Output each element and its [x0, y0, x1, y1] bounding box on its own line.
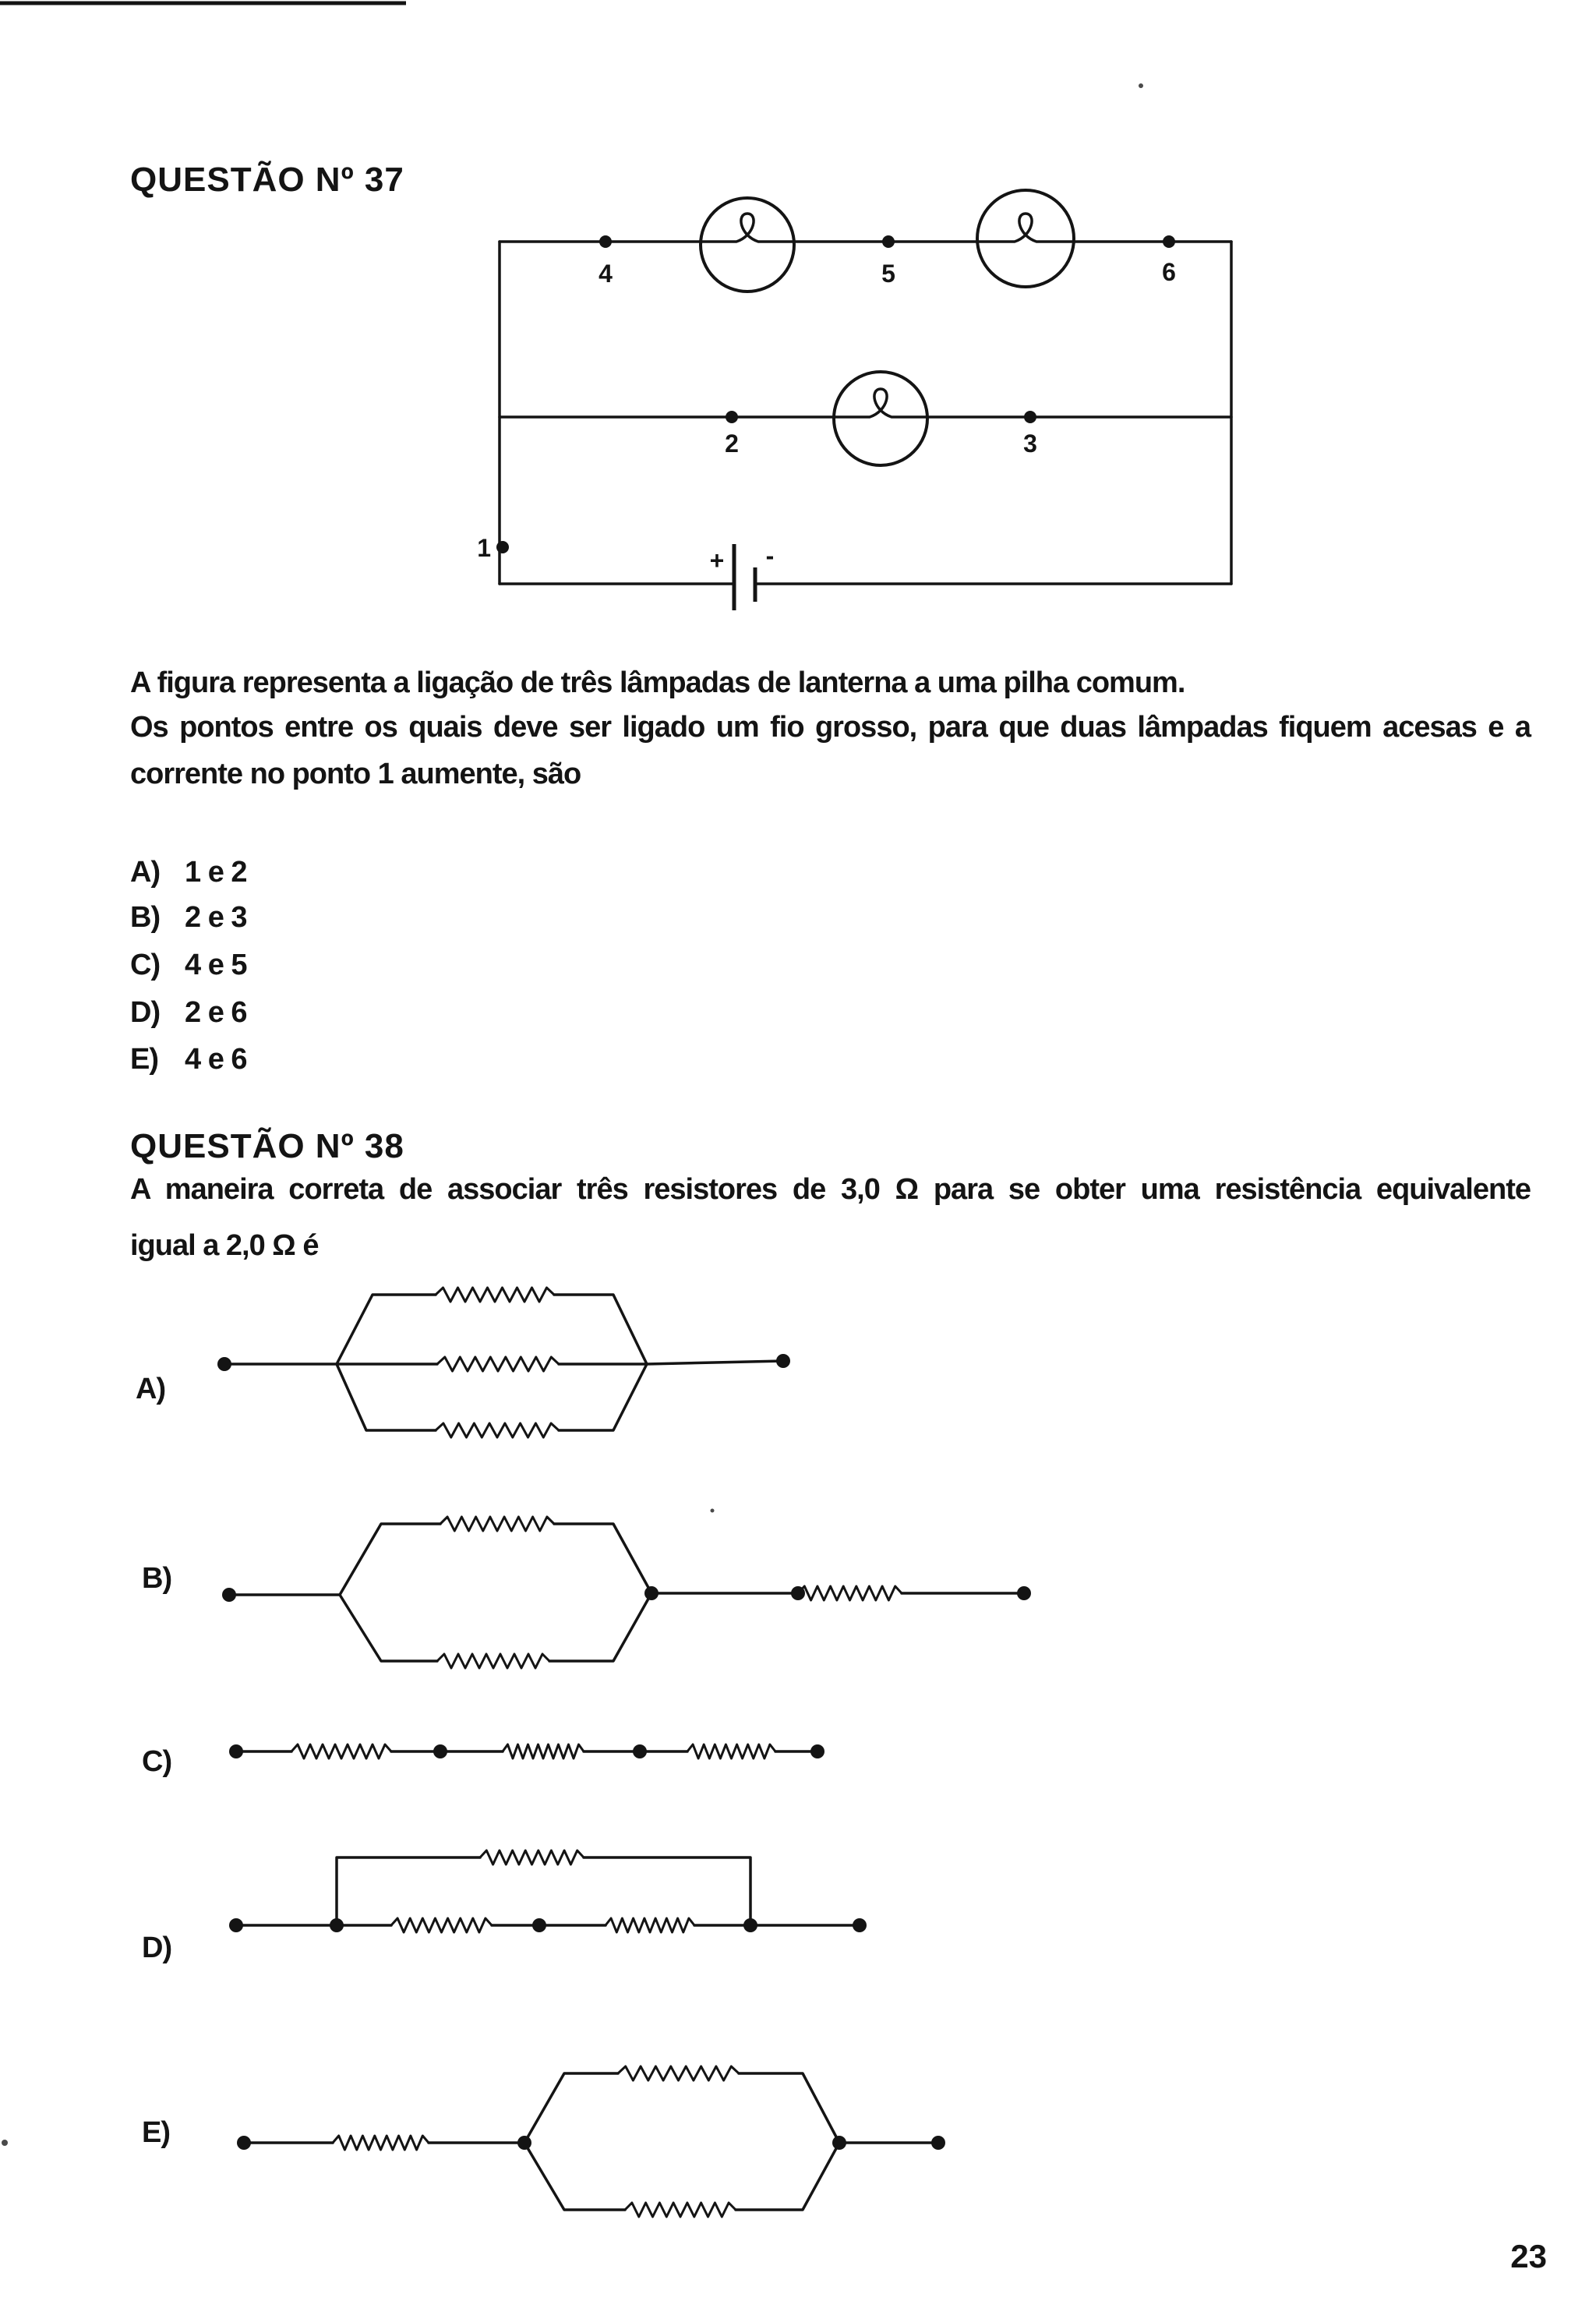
- wire: [647, 1361, 783, 1364]
- resistor-symbol: [333, 2136, 429, 2150]
- resistor-symbol: [618, 2066, 739, 2080]
- wire: [549, 1593, 651, 1661]
- answer-option-a: [130, 849, 247, 896]
- wire: [559, 1364, 647, 1430]
- junction-node: [743, 1918, 757, 1932]
- option-text: 4 e 6: [185, 1043, 247, 1076]
- question-38-text-line: igual a 2,0 Ω é: [130, 1229, 319, 1262]
- junction-node: [644, 1586, 659, 1600]
- junction-node: [433, 1744, 447, 1758]
- wire: [340, 1595, 437, 1661]
- junction-node: [229, 1918, 243, 1932]
- junction-node: [1017, 1586, 1031, 1600]
- answer-option-e: [130, 1036, 247, 1083]
- resistor-symbol: [437, 1654, 549, 1668]
- option-text: 2 e 6: [185, 996, 247, 1029]
- scan-specks: [2, 83, 1143, 2146]
- answer-option-d: [130, 989, 247, 1036]
- wire: [554, 1295, 647, 1364]
- question-37-text-line: Os pontos entre os quais deve ser ligado um fio grosso, para que duas lâmpadas fiquem acesas e a: [130, 711, 1531, 744]
- wire: [337, 1364, 436, 1430]
- resistor-diagram-d: [229, 1850, 867, 1932]
- point-label-6: 6: [1162, 258, 1176, 286]
- lamp-bulb: [977, 190, 1074, 287]
- resistor-diagram-a: [217, 1288, 790, 1437]
- wire: [337, 1857, 480, 1925]
- resistor-diagram-c: [229, 1744, 824, 1758]
- resistor-symbol: [606, 1918, 694, 1932]
- circuit-diagram-q37: [496, 190, 1231, 610]
- point-label-1: 1: [477, 534, 491, 562]
- junction-node: [882, 235, 895, 248]
- junction-node: [222, 1588, 236, 1602]
- resistor-diagram-b: [222, 1517, 1031, 1668]
- junction-node: [229, 1744, 243, 1758]
- wire: [524, 2143, 625, 2210]
- scan-speck: [2, 2140, 8, 2146]
- resistor-symbol: [436, 1288, 554, 1302]
- battery-minus-sign: -: [765, 542, 775, 570]
- point-label-2: 2: [725, 429, 739, 458]
- option-text: 4 e 5: [185, 949, 247, 981]
- option-e-label: E): [142, 2116, 170, 2149]
- page-number: 23: [1510, 2238, 1547, 2274]
- junction-node: [1024, 411, 1036, 423]
- option-c-label: C): [142, 1745, 172, 1778]
- wire: [554, 1524, 651, 1593]
- resistor-symbol: [391, 1918, 492, 1932]
- junction-node: [532, 1918, 546, 1932]
- question-38-text-line: A maneira correta de associar três resistores de 3,0 Ω para se obter uma resistência equivalente: [130, 1173, 1531, 1206]
- wire: [337, 1295, 436, 1364]
- option-label: C): [130, 949, 161, 981]
- wire: [584, 1857, 750, 1925]
- junction-node: [217, 1357, 231, 1371]
- resistor-symbol: [687, 1744, 775, 1758]
- resistor-symbol: [480, 1850, 584, 1864]
- junction-node: [776, 1354, 790, 1368]
- resistor-symbol: [798, 1586, 902, 1600]
- option-a-label: A): [136, 1373, 166, 1405]
- junction-node: [810, 1744, 824, 1758]
- resistor-symbol: [436, 1423, 559, 1437]
- junction-node: [633, 1744, 647, 1758]
- lamp-bulb: [701, 198, 794, 292]
- scan-speck: [1139, 83, 1143, 88]
- resistor-symbol: [440, 1517, 554, 1531]
- battery-plus-sign: +: [709, 546, 725, 574]
- option-label: A): [130, 856, 161, 889]
- option-d-label: D): [142, 1932, 172, 1964]
- question-38-heading: QUESTÃO Nº 38: [130, 1127, 404, 1165]
- junction-node: [330, 1918, 344, 1932]
- junction-node: [237, 2136, 251, 2150]
- junction-node: [726, 411, 738, 423]
- point-label-5: 5: [881, 260, 895, 288]
- lamp-bulb: [834, 372, 927, 465]
- junction-node: [1163, 235, 1175, 248]
- point-label-4: 4: [598, 260, 613, 288]
- junction-node: [599, 235, 612, 248]
- junction-node: [496, 541, 509, 553]
- point-label-3: 3: [1023, 429, 1037, 458]
- junction-node: [832, 2136, 846, 2150]
- option-label: D): [130, 996, 161, 1029]
- wire: [739, 2073, 839, 2143]
- junction-node: [517, 2136, 531, 2150]
- junction-node: [931, 2136, 945, 2150]
- junction-node: [791, 1586, 805, 1600]
- resistor-symbol: [437, 1357, 559, 1371]
- option-b-label: B): [142, 1562, 172, 1595]
- resistor-symbol: [625, 2203, 736, 2217]
- option-label: B): [130, 901, 161, 934]
- question-37-text-line: A figura representa a ligação de três lâmpadas de lanterna a uma pilha comum.: [130, 666, 1185, 699]
- option-label: E): [130, 1043, 158, 1076]
- resistor-symbol: [291, 1744, 391, 1758]
- scan-speck: [711, 1509, 715, 1513]
- answer-option-b: [130, 894, 247, 941]
- answer-option-c: [130, 942, 247, 988]
- resistor-symbol: [503, 1744, 584, 1758]
- option-text: 1 e 2: [185, 856, 247, 889]
- question-37-text-line: corrente no ponto 1 aumente, são: [130, 758, 581, 790]
- resistor-diagram-e: [237, 2066, 945, 2217]
- question-37-heading: QUESTÃO Nº 37: [130, 161, 404, 199]
- wire: [524, 2073, 618, 2143]
- wire: [736, 2143, 839, 2210]
- junction-node: [853, 1918, 867, 1932]
- option-text: 2 e 3: [185, 901, 247, 934]
- wire: [340, 1524, 440, 1595]
